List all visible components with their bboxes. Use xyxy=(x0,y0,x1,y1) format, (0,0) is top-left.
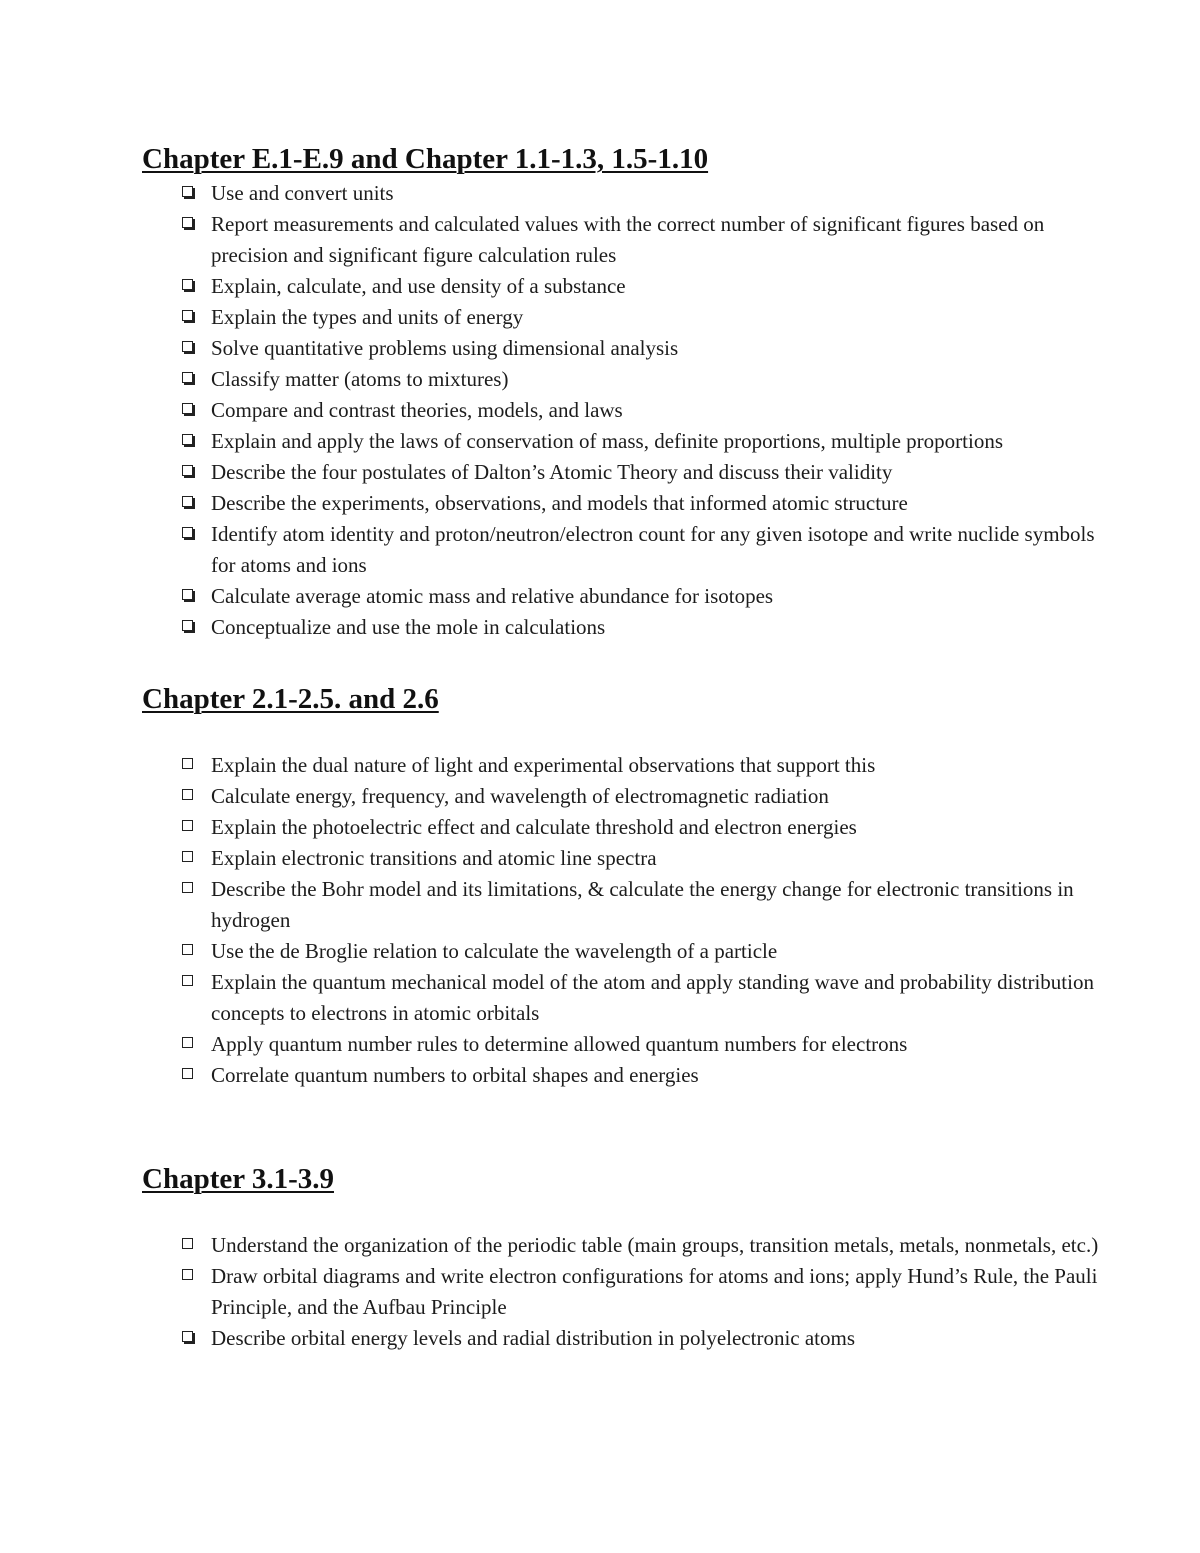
list-item xyxy=(142,874,1102,936)
objectives-list xyxy=(142,750,1102,1091)
list-item xyxy=(142,395,1102,426)
item-text: Describe the four postulates of Dalton’s Atomic Theory and discuss their validity xyxy=(211,460,893,484)
item-text: Report measurements and calculated values with the correct number of significant figures based on precision and significant figure calculation rules xyxy=(211,212,1045,267)
list-item xyxy=(142,781,1102,812)
item-text: Explain, calculate, and use density of a substance xyxy=(211,274,626,298)
checkbox-icon xyxy=(182,1238,193,1249)
checkbox-icon xyxy=(182,372,193,383)
checkbox-icon xyxy=(182,310,193,321)
section-chapter-3 xyxy=(142,1162,1102,1354)
checkbox-icon xyxy=(182,589,193,600)
checkbox-icon xyxy=(182,1269,193,1280)
list-item xyxy=(142,967,1102,1029)
checkbox-icon xyxy=(182,403,193,414)
checkbox-icon xyxy=(182,341,193,352)
item-text: Classify matter (atoms to mixtures) xyxy=(211,367,509,391)
checkbox-icon xyxy=(182,944,193,955)
list-item xyxy=(142,488,1102,519)
item-text: Use and convert units xyxy=(211,181,394,205)
item-text: Calculate average atomic mass and relative abundance for isotopes xyxy=(211,584,774,608)
list-item xyxy=(142,1230,1102,1261)
section-title: Chapter 2.1-2.5. and 2.6 xyxy=(142,683,439,715)
checkbox-icon xyxy=(182,434,193,445)
list-item xyxy=(142,457,1102,488)
item-text: Correlate quantum numbers to orbital shapes and energies xyxy=(211,1063,699,1087)
list-item xyxy=(142,581,1102,612)
list-item xyxy=(142,1029,1102,1060)
checkbox-icon xyxy=(182,758,193,769)
checkbox-icon xyxy=(182,820,193,831)
checkbox-icon xyxy=(182,851,193,862)
checkbox-icon xyxy=(182,279,193,290)
list-item xyxy=(142,1323,1102,1354)
list-item xyxy=(142,936,1102,967)
checkbox-icon xyxy=(182,789,193,800)
checkbox-icon xyxy=(182,465,193,476)
checkbox-icon xyxy=(182,527,193,538)
section-chapter-e-1 xyxy=(142,142,1102,643)
list-item xyxy=(142,364,1102,395)
checkbox-icon xyxy=(182,620,193,631)
list-item xyxy=(142,209,1102,271)
item-text: Apply quantum number rules to determine allowed quantum numbers for electrons xyxy=(211,1032,908,1056)
list-item xyxy=(142,178,1102,209)
item-text: Compare and contrast theories, models, and laws xyxy=(211,398,623,422)
item-text: Understand the organization of the periodic table (main groups, transition metals, metals, nonmetals, etc.) xyxy=(211,1233,1099,1257)
checkbox-icon xyxy=(182,882,193,893)
list-item xyxy=(142,333,1102,364)
section-title: Chapter E.1-E.9 and Chapter 1.1-1.3, 1.5-1.10 xyxy=(142,143,709,175)
list-item xyxy=(142,271,1102,302)
item-text: Calculate energy, frequency, and wavelength of electromagnetic radiation xyxy=(211,784,829,808)
item-text: Explain the types and units of energy xyxy=(211,305,524,329)
checkbox-icon xyxy=(182,1331,193,1342)
item-text: Explain the dual nature of light and experimental observations that support this xyxy=(211,753,876,777)
list-item xyxy=(142,812,1102,843)
list-item xyxy=(142,1060,1102,1091)
item-text: Describe the Bohr model and its limitations, & calculate the energy change for electronic transitions in hydrogen xyxy=(211,877,1074,932)
item-text: Describe orbital energy levels and radial distribution in polyelectronic atoms xyxy=(211,1326,856,1350)
item-text: Conceptualize and use the mole in calculations xyxy=(211,615,606,639)
list-item xyxy=(142,843,1102,874)
list-item xyxy=(142,612,1102,643)
item-text: Explain and apply the laws of conservation of mass, definite proportions, multiple proportions xyxy=(211,429,1004,453)
item-text: Identify atom identity and proton/neutron/electron count for any given isotope and write nuclide symbols for atoms and ions xyxy=(211,522,1095,577)
checkbox-icon xyxy=(182,1068,193,1079)
item-text: Explain electronic transitions and atomic line spectra xyxy=(211,846,657,870)
checkbox-icon xyxy=(182,217,193,228)
item-text: Explain the photoelectric effect and calculate threshold and electron energies xyxy=(211,815,857,839)
section-title: Chapter 3.1-3.9 xyxy=(142,1163,334,1195)
item-text: Use the de Broglie relation to calculate the wavelength of a particle xyxy=(211,939,778,963)
checkbox-icon xyxy=(182,496,193,507)
checkbox-icon xyxy=(182,186,193,197)
list-item xyxy=(142,302,1102,333)
item-text: Describe the experiments, observations, and models that informed atomic structure xyxy=(211,491,908,515)
section-chapter-2 xyxy=(142,682,1102,1091)
list-item xyxy=(142,519,1102,581)
objectives-list xyxy=(142,178,1102,643)
checkbox-icon xyxy=(182,975,193,986)
item-text: Draw orbital diagrams and write electron configurations for atoms and ions; apply Hund’s Rule, the Pauli Principle, and the Aufbau Principle xyxy=(211,1264,1098,1319)
list-item xyxy=(142,1261,1102,1323)
list-item xyxy=(142,750,1102,781)
checkbox-icon xyxy=(182,1037,193,1048)
item-text: Solve quantitative problems using dimensional analysis xyxy=(211,336,679,360)
item-text: Explain the quantum mechanical model of the atom and apply standing wave and probability distribution concepts to electrons in atomic orbitals xyxy=(211,970,1094,1025)
objectives-list xyxy=(142,1230,1102,1354)
list-item xyxy=(142,426,1102,457)
